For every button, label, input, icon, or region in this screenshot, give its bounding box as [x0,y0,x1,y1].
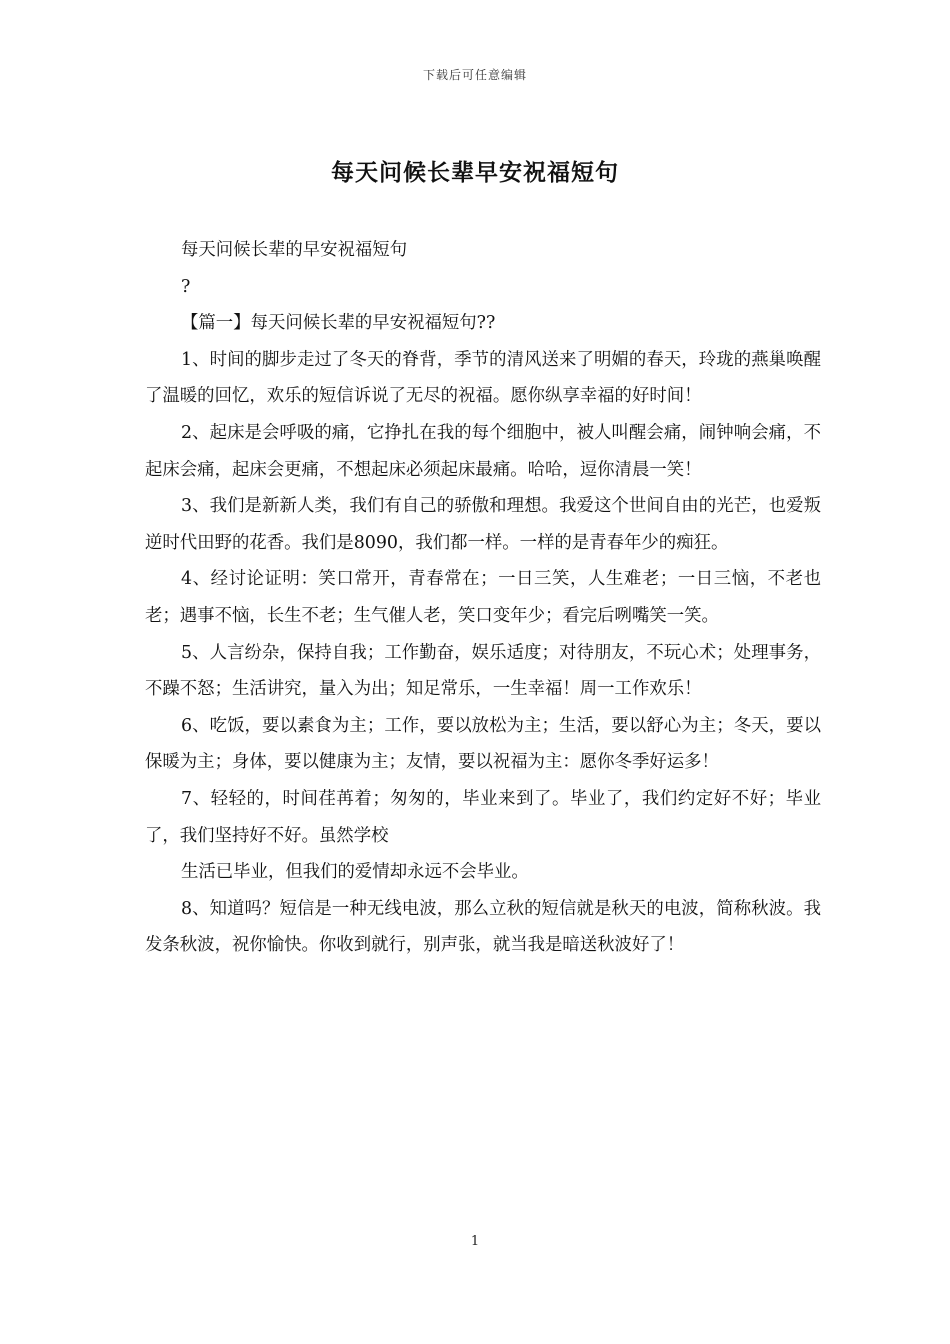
paragraph-subtitle: 每天问候长辈的早安祝福短句 [181,240,408,260]
paragraph-item-3: 3、我们是新新人类，我们有自己的骄傲和理想。我爱这个世间自由的光芒，也爱叛逆时代田野的花香。我们是8090，我们都一样。一样的是青春年少的痴狂。 [145,496,821,553]
paragraph-item-6: 6、吃饭，要以素食为主；工作，要以放松为主；生活，要以舒心为主；冬天，要以保暖为主；身体，要以健康为主；友情，要以祝福为主：愿你冬季好运多！ [145,715,821,773]
document-body [145,232,821,964]
paragraph-item-1: 1、时间的脚步走过了冬天的脊背，季节的清风送来了明媚的春天，玲珑的燕巢唤醒了温暖的回忆，欢乐的短信诉说了无尽的祝福。愿你纵享幸福的好时间！ [145,349,821,407]
paragraph-section-heading: 【篇一】每天问候长辈的早安祝福短句?? [181,313,496,334]
document-title: 每天问候长辈早安祝福短句 [331,159,619,186]
paragraph-item-5: 5、人言纷杂，保持自我；工作勤奋，娱乐适度；对待朋友，不玩心术；处理事务，不躁不怒；生活讲究，量入为出；知足常乐，一生幸福！周一工作欢乐！ [145,642,821,700]
paragraph-item-7: 7、轻轻的，时间荏苒着；匆匆的，毕业来到了。毕业了，我们约定好不好；毕业了，我们坚持好不好。虽然学校 [145,788,821,846]
paragraph-item-4: 4、经讨论证明：笑口常开，青春常在；一日三笑，人生难老；一日三恼，不老也老；遇事不恼，长生不老；生气催人老，笑口变年少；看完后咧嘴笑一笑。 [145,569,821,626]
paragraph-item-8: 8、知道吗？短信是一种无线电波，那么立秋的短信就是秋天的电波，简称秋波。我发条秋波，祝你愉快。你收到就行，别声张，就当我是暗送秋波好了！ [145,898,821,956]
paragraph-question-mark: ? [181,276,191,297]
page-number: 1 [470,1234,480,1249]
page-header-note: 下载后可任意编辑 [422,68,527,82]
paragraph-item-7-continued: 生活已毕业，但我们的爱情却永远不会毕业。 [181,862,529,883]
paragraph-item-2: 2、起床是会呼吸的痛，它挣扎在我的每个细胞中，被人叫醒会痛，闹钟响会痛，不起床会痛，起床会更痛，不想起床必须起床最痛。哈哈，逗你清晨一笑！ [145,422,821,480]
